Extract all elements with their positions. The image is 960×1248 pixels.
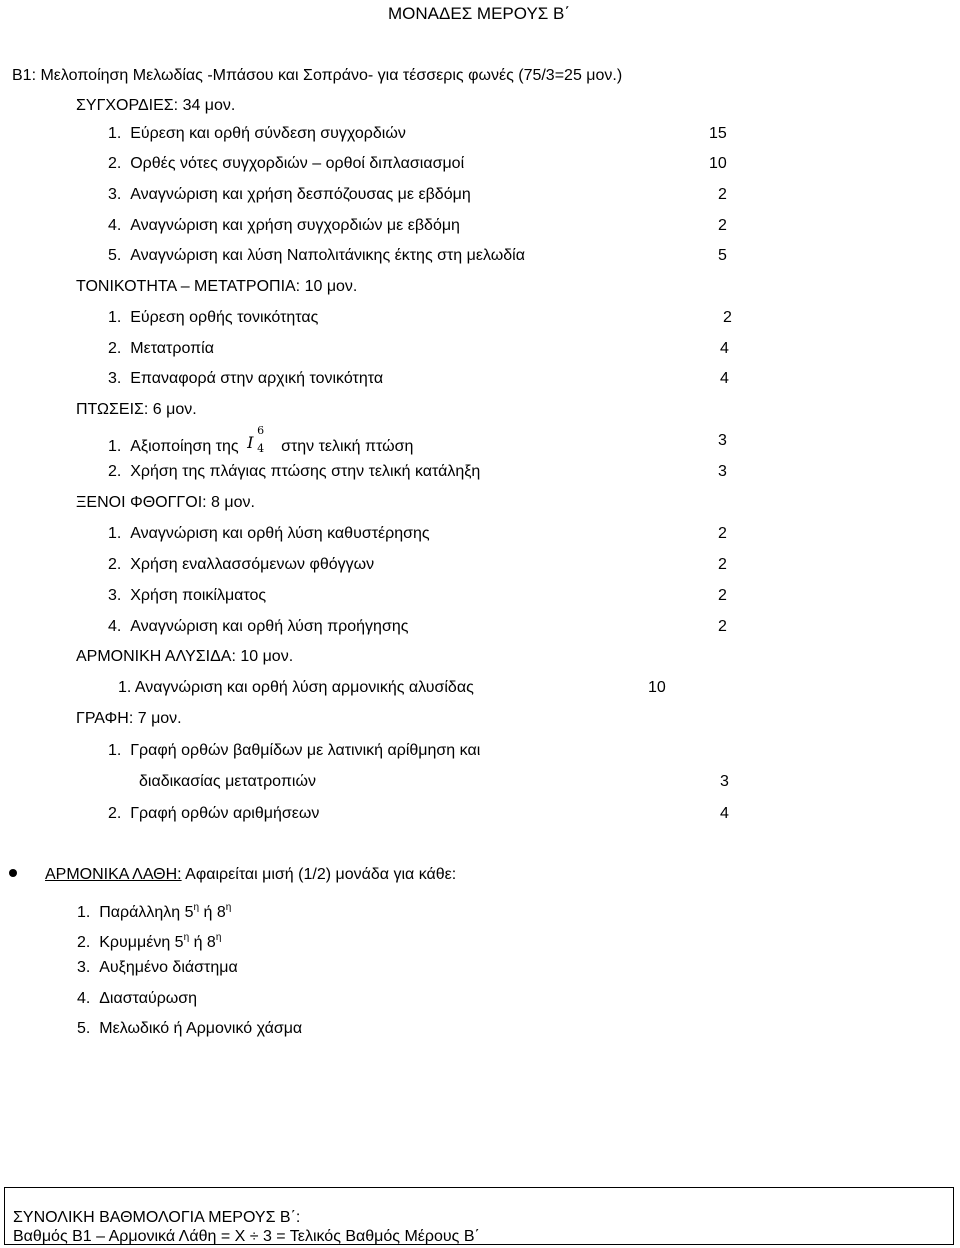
points-value: 10 xyxy=(709,155,727,172)
list-item: 2. Ορθές νότες συγχορδιών – ορθοί διπλασιασμοί xyxy=(108,155,465,172)
summary-formula: Βαθμός Β1 – Αρμονικά Λάθη = Χ ÷ 3 = Τελικός Βαθμός Μέρους Β΄ xyxy=(13,1228,480,1245)
summary-title: ΣΥΝΟΛΙΚΗ ΒΑΘΜΟΛΟΓΙΑ ΜΕΡΟΥΣ Β΄: xyxy=(13,1209,301,1226)
list-item: 1. Αναγνώριση και ορθή λύση αρμονικής αλυσίδας xyxy=(118,679,474,696)
points-value: 2 xyxy=(718,525,727,542)
points-value: 15 xyxy=(709,125,727,142)
list-item: 1. Παράλληλη $5^\eta$ ή $8^\eta$ xyxy=(77,902,232,921)
points-value: 2 xyxy=(718,587,727,604)
points-value: 2 xyxy=(718,186,727,203)
list-item-continuation: διαδικασίας μετατροπιών xyxy=(139,773,316,790)
section-title-sequence: ΑΡΜΟΝΙΚΗ ΑΛΥΣΙΔΑ: 10 μον. xyxy=(76,648,294,665)
summary-box xyxy=(4,1187,954,1245)
points-value: 3 xyxy=(718,463,727,480)
chord-symbol: I 6 4 xyxy=(247,424,265,455)
points-value: 5 xyxy=(718,247,727,264)
list-item: 2. Γραφή ορθών αριθμήσεων xyxy=(108,805,320,822)
page-title: ΜΟΝΑΔΕΣ ΜΕΡΟΥΣ Β΄ xyxy=(388,4,571,23)
section-title-nonchord: ΞΕΝΟΙ ΦΘΟΓΓΟΙ: 8 μον. xyxy=(76,494,255,511)
list-item: 1. Εύρεση ορθής τονικότητας xyxy=(108,309,319,326)
list-item: 4. Αναγνώριση και χρήση συγχορδιών με εβδόμη xyxy=(108,217,460,234)
list-item: 2. Κρυμμένη $5^\eta$ ή $8^\eta$ xyxy=(77,932,222,951)
list-item: 2. Μετατροπία xyxy=(108,340,214,357)
bullet-icon xyxy=(9,869,17,877)
list-item: 1. Γραφή ορθών βαθμίδων με λατινική αρίθμηση και xyxy=(108,742,481,759)
section-title-tonality: ΤΟΝΙΚΟΤΗΤΑ – ΜΕΤΑΤΡΟΠΙΑ: 10 μον. xyxy=(76,278,358,295)
points-value: 3 xyxy=(718,432,727,449)
list-item: 2. Χρήση της πλάγιας πτώσης στην τελική κατάληξη xyxy=(108,463,481,480)
points-value: 4 xyxy=(720,370,729,387)
errors-heading: ΑΡΜΟΝΙΚΑ ΛΑΘΗ: Αφαιρείται μισή (1/2) μονάδα για κάθε: xyxy=(45,866,457,883)
points-value: 2 xyxy=(718,217,727,234)
list-item: 4. Διασταύρωση xyxy=(77,990,198,1007)
list-item: 3. Επαναφορά στην αρχική τονικότητα xyxy=(108,370,384,387)
section-title-chords: ΣΥΓΧΟΡΔΙΕΣ: 34 μον. xyxy=(76,97,236,114)
points-value: 2 xyxy=(718,618,727,635)
b1-heading: Β1: Μελοποίηση Μελωδίας -Μπάσου και Σοπράνο- για τέσσερις φωνές (75/3=25 μον.) xyxy=(12,67,623,84)
list-item: 1. Αξιοποίηση της I 6 4 στην τελική πτώση xyxy=(108,424,414,455)
list-item: 1. Εύρεση και ορθή σύνδεση συγχορδιών xyxy=(108,125,406,142)
list-item: 4. Αναγνώριση και ορθή λύση προήγησης xyxy=(108,618,409,635)
section-title-cadences: ΠΤΩΣΕΙΣ: 6 μον. xyxy=(76,401,197,418)
points-value: 3 xyxy=(720,773,729,790)
list-item: 1. Αναγνώριση και ορθή λύση καθυστέρησης xyxy=(108,525,430,542)
section-title-writing: ΓΡΑΦΗ: 7 μον. xyxy=(76,710,182,727)
list-item: 3. Χρήση ποικίλματος xyxy=(108,587,267,604)
points-value: 2 xyxy=(718,556,727,573)
list-item: 5. Αναγνώριση και λύση Ναπολιτάνικης έκτης στη μελωδία xyxy=(108,247,525,264)
points-value: 4 xyxy=(720,805,729,822)
points-value: 4 xyxy=(720,340,729,357)
list-item: 5. Μελωδικό ή Αρμονικό χάσμα xyxy=(77,1020,303,1037)
points-value: 10 xyxy=(648,679,666,696)
list-item: 3. Αυξημένο διάστημα xyxy=(77,959,238,976)
list-item: 2. Χρήση εναλλασσόμενων φθόγγων xyxy=(108,556,375,573)
list-item: 3. Αναγνώριση και χρήση δεσπόζουσας με εβδόμη xyxy=(108,186,471,203)
points-value: 2 xyxy=(723,309,732,326)
